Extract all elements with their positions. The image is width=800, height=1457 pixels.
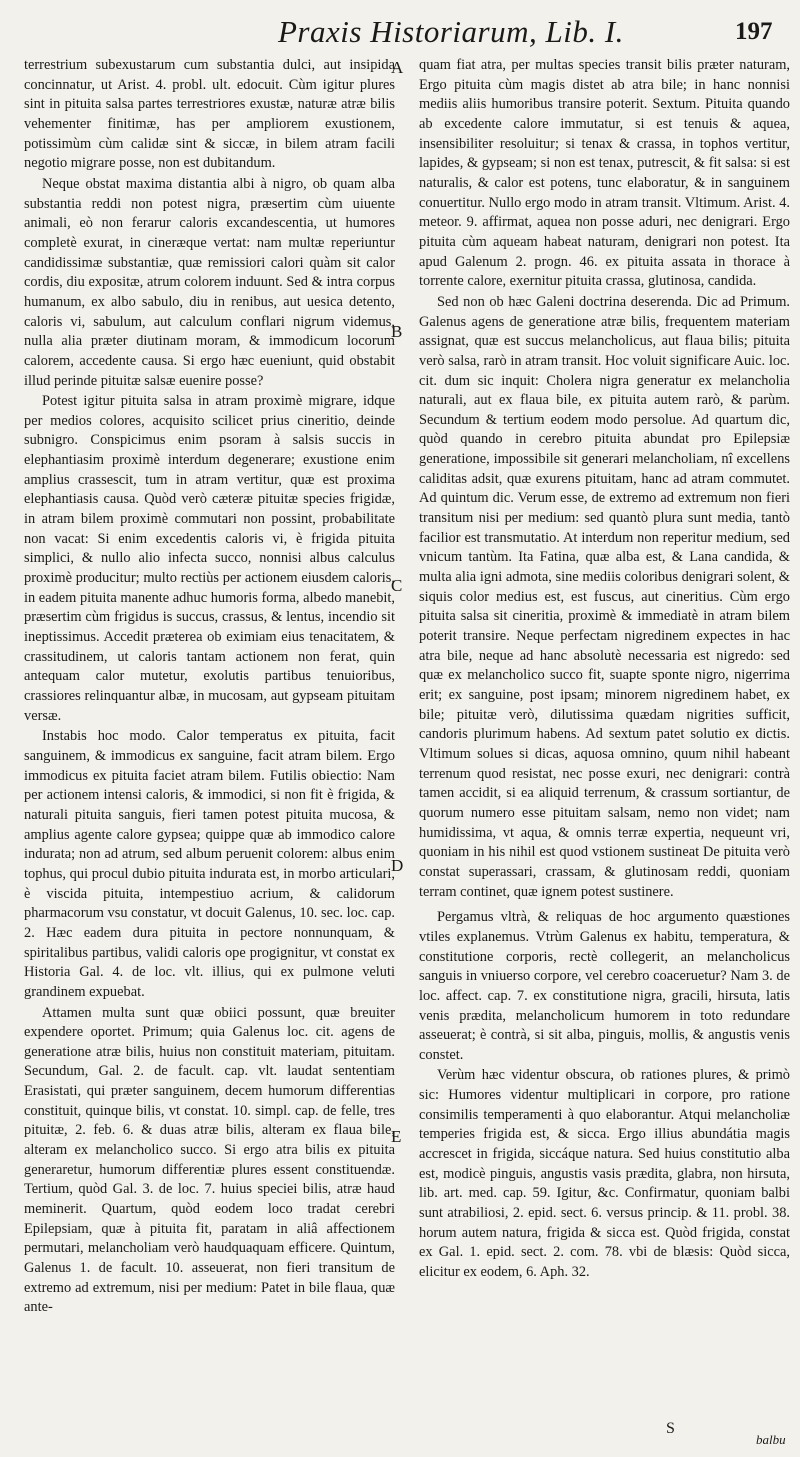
left-column	[24, 56, 395, 1319]
right-column	[419, 56, 790, 1284]
paragraph: Attamen multa sunt quæ obiici possunt, quæ breuiter expendere oportet. Primum; quia Galenus loc. cit. agens de generatione atræ bilis, huius non constituit materiam, pituitam. Secundum, Gal. 2. de facult. cap. vlt. laudat sententiam Erasistati, qui præter sanguinem, decem humorum differentias constituit, quinque bilis, vt constat. 10. simpl. cap. de felle, tres pituitæ, 2. feb. 6. & duas atræ bilis, alteram ex flaua bile, alteram ex melancholico succo. Si ergo atra bilis ex pituita generaretur, humorum differentiæ plures essent constituendæ. Tertium, quòd Gal. 3. de loc. 7. huius speciei bilis, atræ haud meminerit. Quartum, quòd eodem loco tradat cerebri Epilepsiam, quæ à pituita fit, paratam in aliâ affectionem permutari, melancholiam verò haudquaquam efficere. Quintum, Galenus 1. de facult. 10. asseuerat, non fieri transitum de extremo ad extremum, nisi per medium: Patet in bile flaua, quæ ante-	[24, 1004, 395, 1316]
paragraph: Neque obstat maxima distantia albi à nigro, ob quam alba substantia reddi non potest nigra, præsertim cùm uiuente animali, eò non ferarur caloris excandescentia, ut humores completè exurat, in cineræque vertat: nam multæ reperiuntur candidissimæ substantiæ, quæ remissiori calori quàm sit calor cordis, diu expositæ, atrum colorem induunt. Sed & intra corpus humanum, ex albo sabulo, diu in renibus, aut uesica detento, caloris vi, sabulum, aut calculum conflari nigrum videmus, nulla alia præter diutinam moram, & immodicum locorum calorem, accedente causa. Si ergo hæc eueniunt, quid obstabit illud perinde pituitæ salsæ euenire posse?	[24, 175, 395, 389]
paragraph: quam fiat atra, per multas species transit bilis præter naturam, Ergo pituita cùm magis distet ab atra bile; in hanc nonnisi mediis aliis humoribus transire poterit. Sextum. Pituita quando ab excedente calore immutatur, si est tenuis & aquea, insensibiliter resoluitur; si tenax & crassa, in tophos vertitur, lapides, & gypseam; si non est tenax, putrescit, & fit salsa: si est naturalis, & calor est potens, tunc elaboratur, & in sanguinem conuertitur. Nullo ergo modo in atram transit. Vltimum. Arist. 4. meteor. 9. affirmat, aquea non posse aduri, nec denigrari. Ergo pituita cùm aqueam habeat naturam, denigrari non potest. Ita apud Galenum 2. progn. 46. ex pituita assata in thorace à torrente calore, exernitur pituita crassa, glutinosa, candida.	[419, 57, 790, 290]
page-number: 197	[735, 18, 773, 45]
catchword: balbu	[756, 1432, 786, 1447]
margin-letter-d: D	[391, 856, 404, 875]
margin-letter-e: E	[391, 1127, 402, 1146]
paragraph: terrestrium subexustarum cum substantia dulci, aut insipida concinnatur, ut Arist. 4. probl. ult. edocuit. Cùm igitur plures sint in pituita salsa partes terrestriores exustæ, naturæ atræ bilis vehementer finitimæ, has per ampliorem exustionem, potissimùm cùm calidæ sint & siccæ, in bilem atram facili negotio migrare posse, non est dubitandum.	[24, 57, 395, 172]
margin-letter-b: B	[391, 322, 403, 341]
paragraph: Potest igitur pituita salsa in atram proximè migrare, idque per medios colores, acquisito scilicet prius cineritio, deinde subnigro. Conspicimus enim psoram à salsis succis in elephantiasim proximè interdum degenerare; exustione enim amplius crassescit, tum in atram vertitur, quæ est proxima elephantiasis causa. Quòd verò cæteræ pituitæ species frigidæ, in atram bilem proximè commutari non possint, probabilitate non vacat: Si enim excedentis caloris vi, è frigida pituita simplici, & nullo alio infecta succo, nonnisi albus calculus proximè producitur; multo rectiùs per actionem eiusdem caloris, in eadem pituita manente adhuc humoris forma, albedo manebit, præsertim cùm frigidus is succus, crassus, & lentus, incendio sit ineptissimus. Accedit præterea ob eximiam eius tenacitatem, & crassitudinem, ut caloris tantam actionem non ferat, quin antequam calor mutetur, exolutis partibus tenuioribus, crassiores relinquantur albæ, in mucosam, aut gypseam pituitam versæ.	[24, 393, 395, 724]
paragraph: Instabis hoc modo. Calor temperatus ex pituita, facit sanguinem, & immodicus ex sanguine, facit atram bilem. Ergo immodicus ex pituita faciet atram bilem. Futilis obiectio: Nam per actionem intensi caloris, & immodici, si non fit è frigida, & naturali pituita sanguis, fieri tamen potest pituita mucosa, & amplius agente calore gypsea; quippe quæ ab immodico calore indurata; non ad atrum, sed album peruenit colorem: albus enim tophus, qui procul dubio pituita indurata est, in morbo articulari, è viscida pituita, intempestiuo acrium, & calidorum pharmacorum vsu constatur, vt docuit Galenus, 10. sec. loc. cap. 2. Hæc eadem dura pituita in pectore nonnunquam, & spiritalibus partibus, validi caloris ope progignitur, vt constat ex Historia Gal. 4. de loc. vlt. illius, qui ex pulmone veluti grandinem expuebat.	[24, 728, 395, 1000]
running-head: Praxis Historiarum, Lib. I.	[278, 14, 624, 49]
paragraph: Verùm hæc videntur obscura, ob rationes plures, & primò sic: Humores videntur multiplicari in corpore, pro ratione consimilis temperamenti à quo elaborantur. Atqui melancholiæ temperies frigida est, & sicca. Ergo illius abundátia magis accrescet in frigida, siccáque natura. Sed huius constitutio alba est, modicè pinguis, angustis vasis prædita, glabra, non hirsuta, lib. art. med. cap. 59. Igitur, &c. Confirmatur, quoniam balbi sunt atrabiliosi, 2. epid. sect. 6. versus princip. & 11. probl. 38. horum autem natura, frigida & sicca est. Quòd frigida, constat ex Gal. 1. epid. sect. 2. com. 78. vbi de blæsis: Quòd sicca, elicitur ex eodem, 6. Aph. 32.	[419, 1067, 790, 1281]
page-header	[0, 0, 800, 60]
margin-letter-a: A	[391, 58, 404, 77]
signature-mark: S	[666, 1420, 675, 1437]
paragraph: Sed non ob hæc Galeni doctrina deserenda. Dic ad Primum. Galenus agens de generatione atræ bilis, frequentem materiam assignat, quæ est succus melancholicus, aut flaua bilis; pituita verò salsa, rarò in atram transit. Hoc voluit significare Auic. loc. cit. dum sic inquit: Cholera nigra generatur ex melancholia naturali, aut ex flaua bile, ex pituita autem rarò, & parùm. Secundum & tertium eodem modo persolue. Ad quartum dic, quòd quando in cerebro pituita abundat pro Epilepsiæ generatione, impossibile sit generari melancholiam, nî excellens caliditas adsit, quæ exurens pituitam, hanc ad atram commutet. Ad quintum dic. Verum esse, de extremo ad extremum non fieri transitum nisi per medium: sed quantò plura sunt media, tantò facilior est transmutatio. At interdum non reperitur medium, sed vnicum tantùm. Ita Fatina, quæ alba est, & Lana candida, & multa alia igni admota, sine mediis coloribus denigrari solent, & siquis color medius est, est fuscus, aut cineritius. Cùm ergo pituita salsa sit cineritia, proximè & immediatè in atram bilem poterit transire. Neque perfectam nigredinem expectes in hac atra bile, neque ad hanc absolutè necessaria est nigredo: sed quæ ex melancholico succo fit, suapte sponte nigro, nigerrima erit; ex sanguine, post ipsam; minorem nigredinem habet, ex bile; pituitæ verò, dilutissima quædam nigrities sufficit, candoris plurimum habens. Ad sextum patet solutio ex dictis. Vltimum solues si dicas, aquosa omnino, quum nihil habeant terrenum quod resistat, nec posse exuri, nec denigrari: contrà tamen accidit, si ea aliquid terrenum, & crassum sortiantur, de quorum numero esse pituitam salsam, nemo non videt; nam humidissima, vt aqua, & omnis terræ expertia, nequeunt vri, quoniam in his nihil est quod vstionem sustineat De pituita verò constat superassari, crassam, & glutinosam reddi, quoniam terram continet, quæ ignem potest sustinere.	[419, 293, 790, 900]
margin-letter-c: C	[391, 576, 403, 595]
paragraph: Pergamus vltrà, & reliquas de hoc argumento quæstiones vtiles explanemus. Vtrùm Galenus ex habitu, temperatura, & constitutione corporis, rectè collegerit, an melancholicus sanguis in vniuerso corpore, vel cerebro coaceruetur? Nam 3. de loc. affect. cap. 7. ex constitutione nigra, gracili, hirsuta, latis venis prædita, melancholicum humorem in toto redundare asseuerat; è contrà, si sit alba, pinguis, mollis, & angustis venis constet.	[419, 909, 790, 1063]
